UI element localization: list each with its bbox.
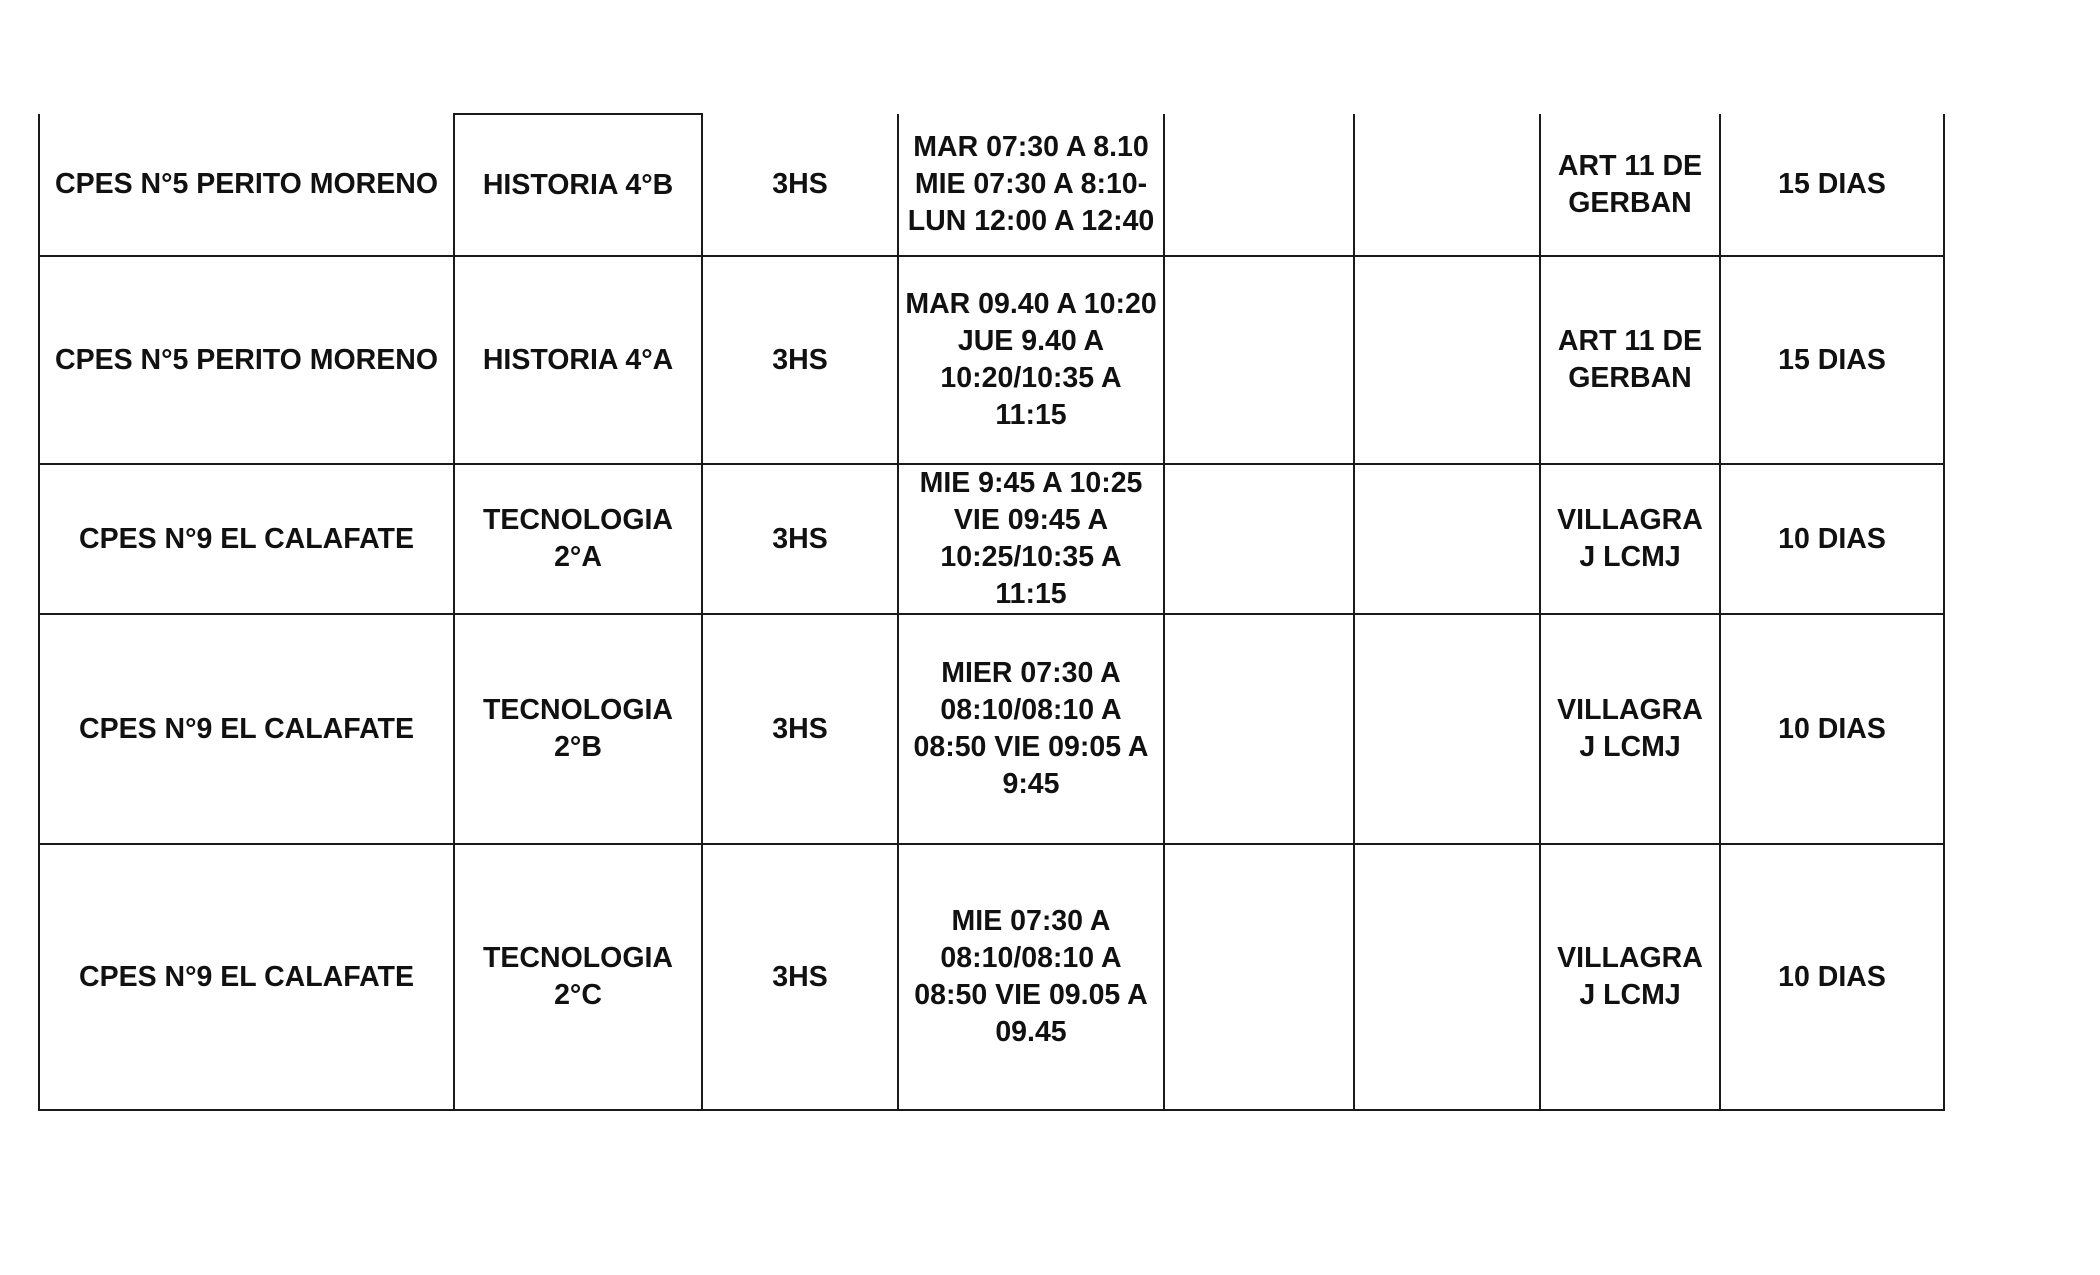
empty-cell (1164, 114, 1354, 256)
school-cell: CPES N°9 EL CALAFATE (39, 614, 454, 844)
school-cell: CPES N°9 EL CALAFATE (39, 464, 454, 614)
duration-cell: 10 DIAS (1720, 614, 1944, 844)
duration-cell: 15 DIAS (1720, 256, 1944, 464)
table-row (39, 464, 1944, 614)
reason-cell: VILLAGRA J LCMJ (1540, 614, 1720, 844)
empty-cell (1354, 114, 1540, 256)
empty-cell (1354, 844, 1540, 1110)
school-cell: CPES N°5 PERITO MORENO (39, 114, 454, 256)
substitution-table (38, 113, 1945, 1111)
empty-cell (1164, 614, 1354, 844)
empty-cell (1354, 464, 1540, 614)
table-row (39, 256, 1944, 464)
reason-cell: VILLAGRA J LCMJ (1540, 464, 1720, 614)
empty-cell (1164, 844, 1354, 1110)
subject-cell: HISTORIA 4°A (454, 256, 702, 464)
empty-cell (1354, 256, 1540, 464)
empty-cell (1354, 614, 1540, 844)
hours-cell: 3HS (702, 614, 898, 844)
duration-cell: 15 DIAS (1720, 114, 1944, 256)
hours-cell: 3HS (702, 256, 898, 464)
table-row (39, 844, 1944, 1110)
subject-cell: TECNOLOGIA 2°C (454, 844, 702, 1110)
subject-cell: HISTORIA 4°B (454, 114, 702, 256)
schedule-cell: MIE 07:30 A 08:10/08:10 A 08:50 VIE 09.05 A 09.45 (898, 844, 1164, 1110)
subject-cell: TECNOLOGIA 2°B (454, 614, 702, 844)
empty-cell (1164, 464, 1354, 614)
empty-cell (1164, 256, 1354, 464)
school-cell: CPES N°9 EL CALAFATE (39, 844, 454, 1110)
reason-cell: ART 11 DE GERBAN (1540, 256, 1720, 464)
schedule-cell: MAR 09.40 A 10:20 JUE 9.40 A 10:20/10:35 A 11:15 (898, 256, 1164, 464)
table-row (39, 114, 1944, 256)
hours-cell: 3HS (702, 844, 898, 1110)
school-cell: CPES N°5 PERITO MORENO (39, 256, 454, 464)
reason-cell: ART 11 DE GERBAN (1540, 114, 1720, 256)
hours-cell: 3HS (702, 464, 898, 614)
table-row (39, 614, 1944, 844)
schedule-cell: MIER 07:30 A 08:10/08:10 A 08:50 VIE 09:05 A 9:45 (898, 614, 1164, 844)
duration-cell: 10 DIAS (1720, 844, 1944, 1110)
schedule-cell: MAR 07:30 A 8.10 MIE 07:30 A 8:10-LUN 12:00 A 12:40 (898, 114, 1164, 256)
schedule-cell: MIE 9:45 A 10:25 VIE 09:45 A 10:25/10:35 A 11:15 (898, 464, 1164, 614)
duration-cell: 10 DIAS (1720, 464, 1944, 614)
reason-cell: VILLAGRA J LCMJ (1540, 844, 1720, 1110)
hours-cell: 3HS (702, 114, 898, 256)
subject-cell: TECNOLOGIA 2°A (454, 464, 702, 614)
